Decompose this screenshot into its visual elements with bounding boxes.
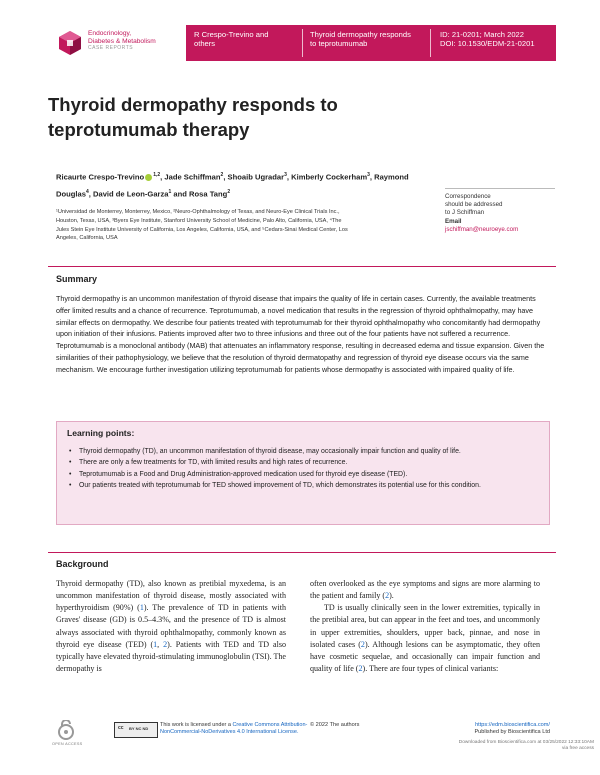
header-short-title: Thyroid dermopathy responds to teprotumumab: [310, 30, 411, 48]
journal-name: Endocrinology, Diabetes & Metabolism CASE REPORTS: [88, 30, 156, 52]
summary-heading: Summary: [56, 274, 98, 284]
open-access-label: OPEN ACCESS: [52, 742, 83, 746]
header-divider: [430, 29, 431, 57]
summary-text: Thyroid dermopathy is an uncommon manifestation of thyroid disease that impairs the quality of life in certain cases. Currently, the available treatments offer limited results and a chance of recurrence. Teprotumumab, a novel medication that results in the regression of thyroid ophthalmopathy, may have similar effects on dermopathy. We describe four patients treated with teprotumumab for their thyroid ophthalmopathy who concomitantly had dermopathy upon initiation of their infusions. Patients improved after two to three infusions and three out of the four patients have not suffered a recurrence. Teprotumumab is a monoclonal antibody (MAB) that attenuates an inflammatory response, resulting in decreased edema and tissue expansion. Given the similarities of their pathophysiology, we believe that the resolution of thyroid dermatopathy and regression of thyroid eye disease occurs via the same mechanism. We encourage further investigation utilizing teprotumumab for patients whose dermopathy is associated with impaired quality of life.: [56, 294, 545, 374]
header-doi: ID: 21-0201; March 2022 DOI: 10.1530/EDM-21-0201: [440, 30, 535, 48]
journal-cube-icon: [56, 29, 84, 57]
author-name: Raymond Douglas: [56, 172, 409, 199]
author-name: Ricaurte Crespo-Trevino: [56, 172, 145, 182]
author-name: Rosa Tang: [189, 189, 228, 199]
header-authors: R Crespo-Trevino and others: [194, 30, 269, 48]
license-text: This work is licensed under a Creative Commons Attribution-NonCommercial-NoDerivatives 4.0 International License.: [160, 722, 308, 735]
citation-link[interactable]: 2: [385, 591, 390, 601]
learning-point: • There are only a few treatments for TD, with limited results and high rates of recurrence.: [67, 457, 537, 468]
orcid-icon[interactable]: [145, 174, 152, 181]
cc-license-badge[interactable]: cc BY NC ND: [114, 722, 158, 738]
author-name: Jade Schiffman: [164, 172, 221, 182]
affiliation-marker: 4: [85, 188, 89, 195]
citation-link[interactable]: 2: [358, 664, 363, 674]
background-right-column: [310, 578, 540, 675]
affiliation-marker: 1,2: [153, 172, 161, 178]
journal-url-link[interactable]: https://edm.bioscientifica.com/: [475, 722, 550, 728]
affiliation-marker: 3: [367, 172, 370, 178]
open-access-lock-icon: [56, 720, 76, 740]
correspondence-email-link[interactable]: jschiffman@neuroeye.com: [445, 225, 519, 233]
header-divider: [302, 29, 303, 57]
author-list: Ricaurte Crespo-Trevino $^{1,2}$, Jade Schiffman$^2$, Shoaib Ugradar$^3$, Kimberly Cockerham$^3$, Raymond Douglas$^4$, David de Leon-Garza$^1$ and Rosa Tang$^2$: [56, 172, 409, 199]
publisher-info: https://edm.bioscientifica.com/ Published by Bioscientifica Ltd: [474, 722, 550, 736]
paragraph: often overlooked as the eye symptoms and signs are more alarming to the patient and family (2).: [310, 579, 540, 601]
affiliations: ¹Universidad de Monterrey, Monterrey, Mexico, ²Neuro-Ophthalmology of Texas, and Neuro-Eye Clinical Trials Inc., Houston, Texas, USA, ³Byers Eye Institute, Stanford University School of Medicine, Palo Alto, California, USA, ⁴The Jules Stein Eye Institute University of California, Los Angeles, California, USA, and ⁵Cedars-Sinai Medical Center, Los Angeles, California, USA: [56, 209, 348, 242]
citation-link[interactable]: 1: [139, 603, 144, 613]
journal-logo[interactable]: [48, 25, 186, 61]
correspondence-box: Correspondence should be addressed to J Schiffman Email jschiffman@neuroeye.com: [445, 188, 555, 234]
learning-point: • Teprotumumab is a Food and Drug Administration-approved medication used for thyroid eye disease (TED).: [67, 469, 537, 480]
affiliation-marker: 3: [284, 172, 287, 178]
download-stamp: Downloaded from Bioscientifica.com at 03/25/2022 12:33:10AM via free access: [458, 740, 594, 752]
citation-link[interactable]: 2: [360, 639, 365, 649]
learning-point: • Thyroid dermopathy (TD), an uncommon manifestation of thyroid disease, may occasionally impair function and quality of life.: [67, 446, 537, 457]
article-title: Thyroid dermopathy responds to teprotumumab therapy: [48, 94, 338, 140]
background-left-column: Thyroid dermopathy (TD), also known as pretibial myxedema, is an uncommon manifestation of thyroid disease, mostly associated with hyperthyroidism (90%) (1). The prevalence of TD in patients with Graves' disease (GD) is 0.5–4.3%, and the presence of TD is almost always associated with thyroid ophthalmopathy, commonly known as thyroid eye disease (TED) (1, 2). Patients with TED and TD also typically have elevated thyroid-stimulating immunoglobulin (TSI). The dermopathy is: [56, 579, 286, 674]
paragraph: TD is usually clinically seen in the lower extremities, typically in the pretibial area, but can appear in the feet and toes, and uncommonly in upper extremities, shoulders, upper back, pinnae, and nose in isolated cases (2). Although lesions can be asymptomatic, they often have cosmetic sequelae, and occasionally can impair function and quality of life (2). There are four types of clinical variants:: [310, 603, 540, 674]
section-divider: [48, 552, 556, 553]
learning-point: • Our patients treated with teprotumumab for TED showed improvement of TD, which demonstrates its potential use for this condition.: [67, 480, 537, 491]
section-divider: [48, 266, 556, 267]
affiliation-marker: 2: [220, 172, 224, 178]
journal-header: [48, 25, 556, 61]
citation-link[interactable]: 2: [163, 639, 168, 649]
author-name: Shoaib Ugradar: [227, 172, 285, 182]
copyright: © 2022 The authors: [310, 722, 360, 728]
background-heading: Background: [56, 559, 109, 569]
license-link[interactable]: Creative Commons Attribution-NonCommercial-NoDerivatives 4.0 International License.: [160, 722, 308, 735]
affiliation-marker: 1: [168, 188, 172, 195]
learning-points-box: [56, 421, 550, 525]
learning-points-list: [67, 446, 537, 491]
affiliation-marker: 2: [227, 188, 231, 195]
citation-link[interactable]: 1: [153, 639, 158, 649]
author-name: David de Leon-Garza: [92, 189, 169, 199]
author-name: Kimberly Cockerham: [291, 172, 368, 182]
learning-points-heading: Learning points:: [67, 428, 135, 438]
